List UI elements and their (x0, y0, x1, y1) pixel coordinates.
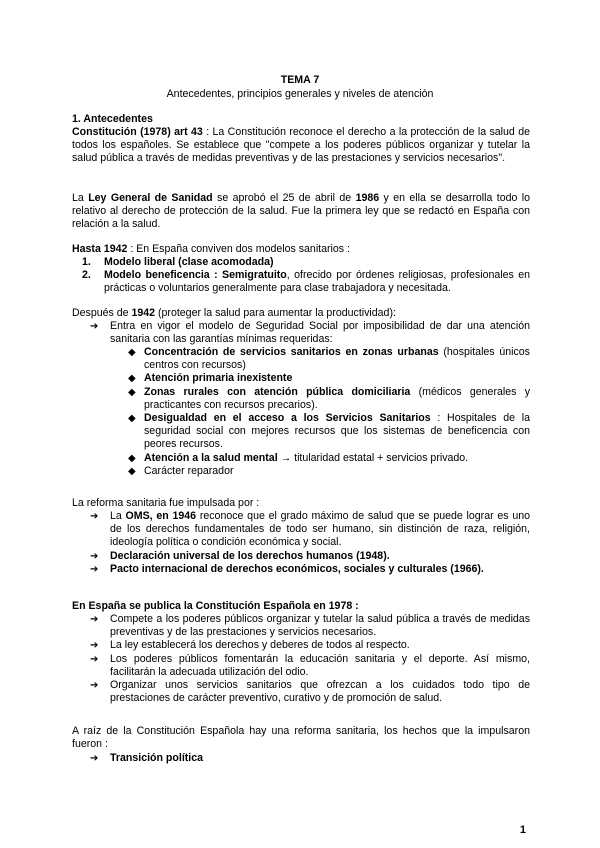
list-item: ➔ Declaración universal de los derechos humanos (1948). (90, 549, 390, 562)
diamond-icon: ◆ (128, 373, 136, 385)
list-item: ➔ Los poderes públicos fomentarán la educación sanitaria y el deporte. Así mismo, facilitarán la adecuada utilización del odio. (90, 652, 530, 678)
list-item: ➔ Pacto internacional de derechos económicos, sociales y culturales (1966). (90, 562, 484, 575)
list-item: ➔ Transición política (90, 752, 204, 764)
page-title: TEMA 7 (280, 74, 320, 86)
diamond-icon: ◆ (128, 452, 136, 464)
arrow-icon: ➔ (90, 680, 99, 692)
arrow-icon: ➔ (90, 753, 99, 764)
list-item: ◆ Zonas rurales con atención pública domiciliaria (médicos generales y practicantes con recursos precarios). (128, 385, 530, 411)
raiz-arrow-list (90, 752, 530, 765)
diamond-icon: ◆ (128, 465, 136, 477)
diamond-icon: ◆ (128, 413, 136, 425)
arrow-icon: ➔ (90, 511, 99, 522)
constitucion-label: Constitución (1978) art 43 (72, 126, 203, 138)
page-subtitle: Antecedentes, principios generales y niveles de atención (166, 88, 434, 100)
arrow-icon: ➔ (90, 614, 99, 625)
list-item: ◆ Atención primaria inexistente (128, 372, 293, 385)
despues-arrow-list (90, 320, 530, 346)
ley-paragraph: La Ley General de Sanidad se aprobó el 25 de abril de 1986 y en ella se desarrolla todo lo relativo al derecho de protección de la salud. Fue la primera ley que se redactó en España con relación a la salud. (72, 192, 531, 231)
list-item: 1. Modelo liberal (clase acomodada) (82, 256, 274, 268)
arrow-icon: ➔ (90, 550, 99, 562)
section-heading-antecedentes: 1. Antecedentes (72, 113, 153, 125)
list-item: ➔ Compete a los poderes públicos organizar y tutelar la salud pública a través de medidas preventivas y de las prestaciones y servicios necesarios. (90, 613, 530, 639)
list-item: ◆ Concentración de servicios sanitarios en zonas urbanas (hospitales únicos centros con recursos) (128, 346, 530, 372)
diamond-icon: ◆ (128, 386, 136, 398)
hasta-1942-paragraph: Hasta 1942 : En España conviven dos modelos sanitarios : (72, 243, 350, 255)
list-item: ➔ Organizar unos servicios sanitarios que ofrezcan a los cuidados todo tipo de prestaciones de carácter preventivo, curativo y de promoción de salud. (90, 679, 530, 705)
arrow-icon: ➔ (90, 640, 99, 652)
reforma-arrow-list (90, 510, 530, 576)
arrow-icon: ➔ (90, 321, 99, 332)
list-item: ◆ Desigualdad en el acceso a los Servicios Sanitarios : Hospitales de la seguridad social con mejores recursos que los sistemas de beneficencia con peores recursos. (128, 412, 530, 451)
list-item: ➔ Entra en vigor el modelo de Seguridad Social por imposibilidad de dar una atención sanitaria con las garantías mínimas requeridas: (90, 320, 530, 346)
reforma-intro: La reforma sanitaria fue impulsada por : (72, 497, 260, 509)
despues-1942-paragraph: Después de 1942 (proteger la salud para aumentar la productividad): (72, 307, 396, 319)
list-item: 2. Modelo beneficencia : Semigratuito, ofrecido por órdenes religiosas, profesionales en prácticas o voluntarios generalmente para clase trabajadora y necesitada. (82, 269, 530, 295)
list-item: ➔ La OMS, en 1946 reconoce que el grado máximo de salud que se puede lograr es uno de los derechos fundamentales de todo ser humano, sin distinción de raza, religión, ideología política o condición económica y social. (90, 510, 531, 549)
constitucion-paragraph: Constitución (1978) art 43 : La Constitución reconoce el derecho a la protección de la salud de todos los españoles. Se establece que "compete a los poderes públicos organizar y tutelar la salud pública a través de medidas preventivas y de las prestaciones y servicios necesarios". (72, 126, 530, 165)
raiz-paragraph: A raíz de la Constitución Española hay una reforma sanitaria, los hechos que la impulsaron fueron : (72, 725, 530, 751)
page-number: 1 (519, 824, 526, 836)
modelos-list (82, 256, 530, 296)
list-item: ◆ Carácter reparador (128, 464, 234, 477)
constitucion-arrow-list (90, 613, 530, 705)
list-item: ◆ Atención a la salud mental → titularidad estatal + servicios privado. (128, 451, 469, 464)
diamond-icon: ◆ (128, 347, 136, 358)
constitucion-1978-heading: En España se publica la Constitución Española en 1978 : (72, 600, 359, 612)
arrow-icon: ➔ (90, 653, 99, 665)
list-item: ➔ La ley establecerá los derechos y deberes de todos al respecto. (90, 639, 410, 652)
arrow-icon: ➔ (90, 563, 99, 575)
despues-diamond-list (128, 346, 530, 478)
